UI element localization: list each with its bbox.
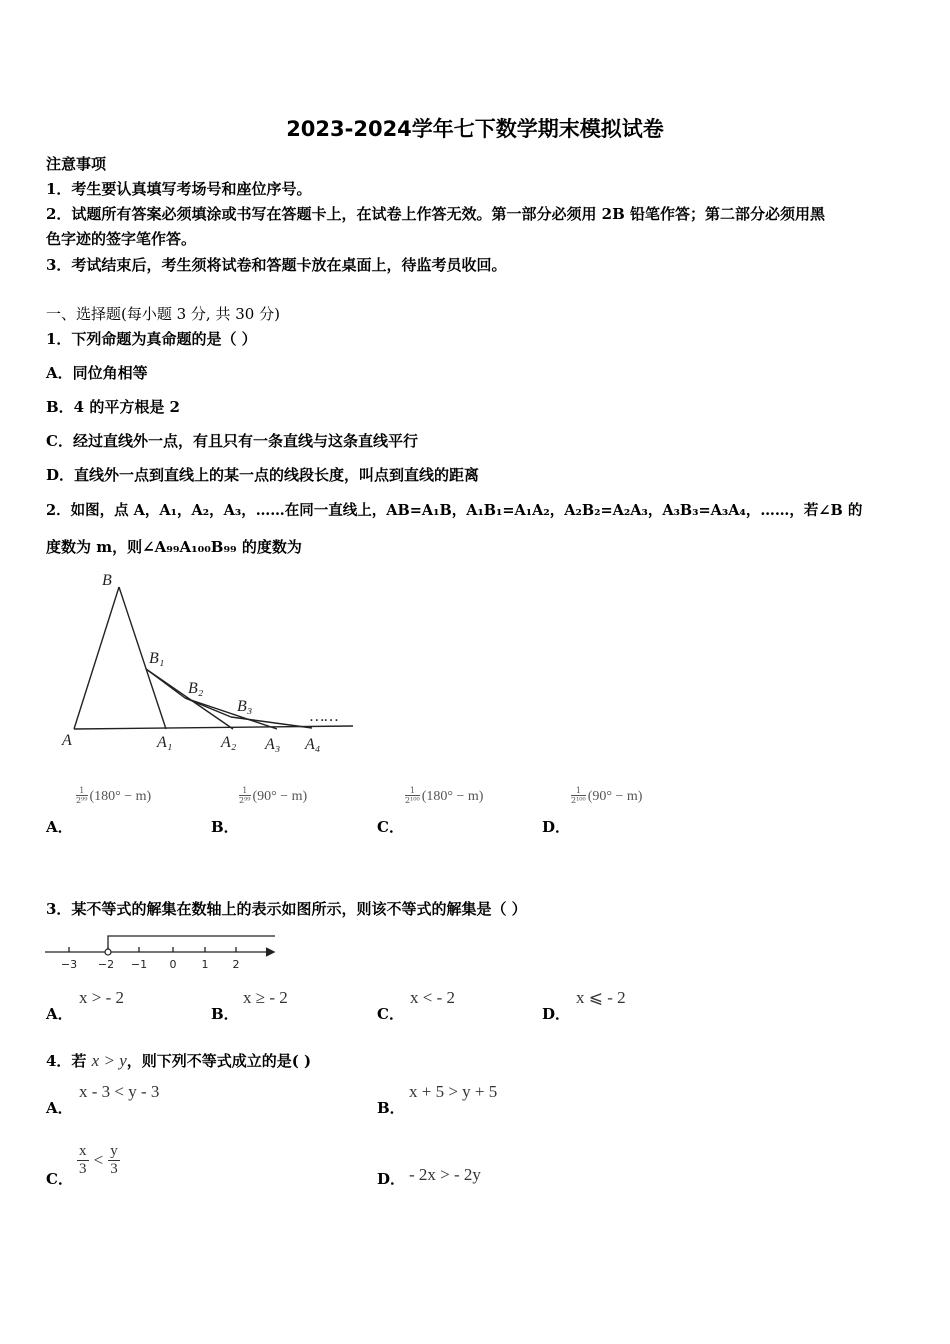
q1-option-b: B．4 的平方根是 2 [46, 398, 180, 416]
q3-option-b: B． [211, 1005, 239, 1023]
q3-option-c-expr: x < - 2 [410, 988, 455, 1007]
notice-heading: 注意事项 [46, 155, 107, 173]
q2-option-b-expr: $\frac{1}{\text{2⁹⁹}}$ (90° − m) [239, 786, 308, 805]
label-b2: B₂ [188, 680, 204, 697]
q2-stem-line2: 度数为 m，则∠A₉₉A₁₀₀B₉₉ 的度数为 [46, 538, 302, 556]
label-b3: B₃ [237, 698, 253, 715]
q3-option-d: D． [542, 1005, 571, 1023]
tick-label: 1 [201, 958, 209, 971]
q4-stem: 4．若 x > y，则下列不等式成立的是( ) [46, 1051, 312, 1070]
q2-option-c: C． [377, 818, 404, 836]
label-a3: A₃ [265, 736, 281, 753]
section-heading: 一、选择题(每小题 3 分, 共 30 分) [46, 305, 280, 323]
page-title: 2023-2024学年七下数学期末模拟试卷 [286, 117, 664, 141]
tick-label: 2 [232, 958, 240, 971]
q2-option-b: B． [211, 818, 239, 836]
label-a: A [62, 732, 72, 749]
q4-option-b: B． [377, 1099, 405, 1117]
q2-option-d-expr: $\frac{1}{\text{2¹⁰⁰}}$ (90° − m) [571, 786, 643, 805]
q3-stem: 3．某不等式的解集在数轴上的表示如图所示，则该不等式的解集是（ ） [46, 900, 527, 918]
label-dots: …… [310, 708, 339, 725]
q3-option-b-expr: x ≥ - 2 [243, 988, 288, 1007]
q1-option-d: D．直线外一点到直线上的某一点的线段长度，叫点到直线的距离 [46, 466, 480, 484]
q1-stem: 1．下列命题为真命题的是（ ） [46, 330, 257, 348]
notice-item: 2．试题所有答案必须填涂或书写在答题卡上，在试卷上作答无效。第一部分必须用 2B 铅笔作答；第二部分必须用黑 [46, 205, 826, 223]
q3-number-line [40, 930, 285, 975]
q4-option-c: C． [46, 1170, 73, 1188]
q4-option-c-expr: $\frac{x}{3}$ < $\frac{y}{3}$ [79, 1143, 118, 1177]
notice-item: 3．考试结束后，考生须将试卷和答题卡放在桌面上，待监考员收回。 [46, 256, 507, 274]
solution-ray [108, 936, 275, 949]
tick-label: −1 [130, 958, 148, 971]
notice-item: 1．考生要认真填写考场号和座位序号。 [46, 180, 312, 198]
q3-option-c: C． [377, 1005, 404, 1023]
q4-condition: x > y [91, 1051, 127, 1070]
q1-option-c: C．经过直线外一点，有且只有一条直线与这条直线平行 [46, 432, 418, 450]
q4-option-b-expr: x + 5 > y + 5 [409, 1082, 498, 1101]
open-circle [105, 949, 111, 955]
q1-option-a: A．同位角相等 [46, 364, 148, 382]
q4-option-a-expr: x - 3 < y - 3 [79, 1082, 160, 1101]
tick-label: −2 [97, 958, 115, 971]
label-b1: B₁ [149, 650, 165, 667]
label-a2: A₂ [221, 734, 237, 751]
label-a1: A₁ [157, 734, 173, 751]
q2-option-a: A． [46, 818, 73, 836]
segment-b1b2 [146, 669, 185, 698]
tick-label: −3 [60, 958, 78, 971]
segment-ab [74, 587, 119, 729]
q2-triangle-figure [55, 565, 365, 755]
q3-option-d-expr: x ⩽ - 2 [576, 988, 626, 1007]
label-a4: A₄ [305, 736, 321, 753]
q2-stem-line1: 2．如图，点 A，A₁，A₂，A₃，……在同一直线上，AB=A₁B，A₁B₁=A₁A₂，A₂B₂=A₂A₃，A₃B₃=A₃A₄，……，若∠B 的 [46, 502, 863, 519]
q3-option-a-expr: x > - 2 [79, 988, 124, 1007]
q2-option-a-expr: $\frac{1}{\text{2⁹⁹}}$ (180° − m) [76, 786, 152, 805]
label-b: B [102, 572, 112, 589]
segment-b2a3 [185, 698, 277, 729]
q2-option-c-expr: $\frac{1}{\text{2¹⁰⁰}}$ (180° − m) [405, 786, 484, 805]
q4-option-d: D． [377, 1170, 406, 1188]
q2-option-d: D． [542, 818, 571, 836]
notice-item: 色字迹的签字笔作答。 [46, 230, 197, 248]
q4-option-a: A． [46, 1099, 73, 1117]
q4-option-d-expr: - 2x > - 2y [409, 1165, 481, 1184]
q3-option-a: A． [46, 1005, 73, 1023]
tick-label: 0 [169, 958, 177, 971]
